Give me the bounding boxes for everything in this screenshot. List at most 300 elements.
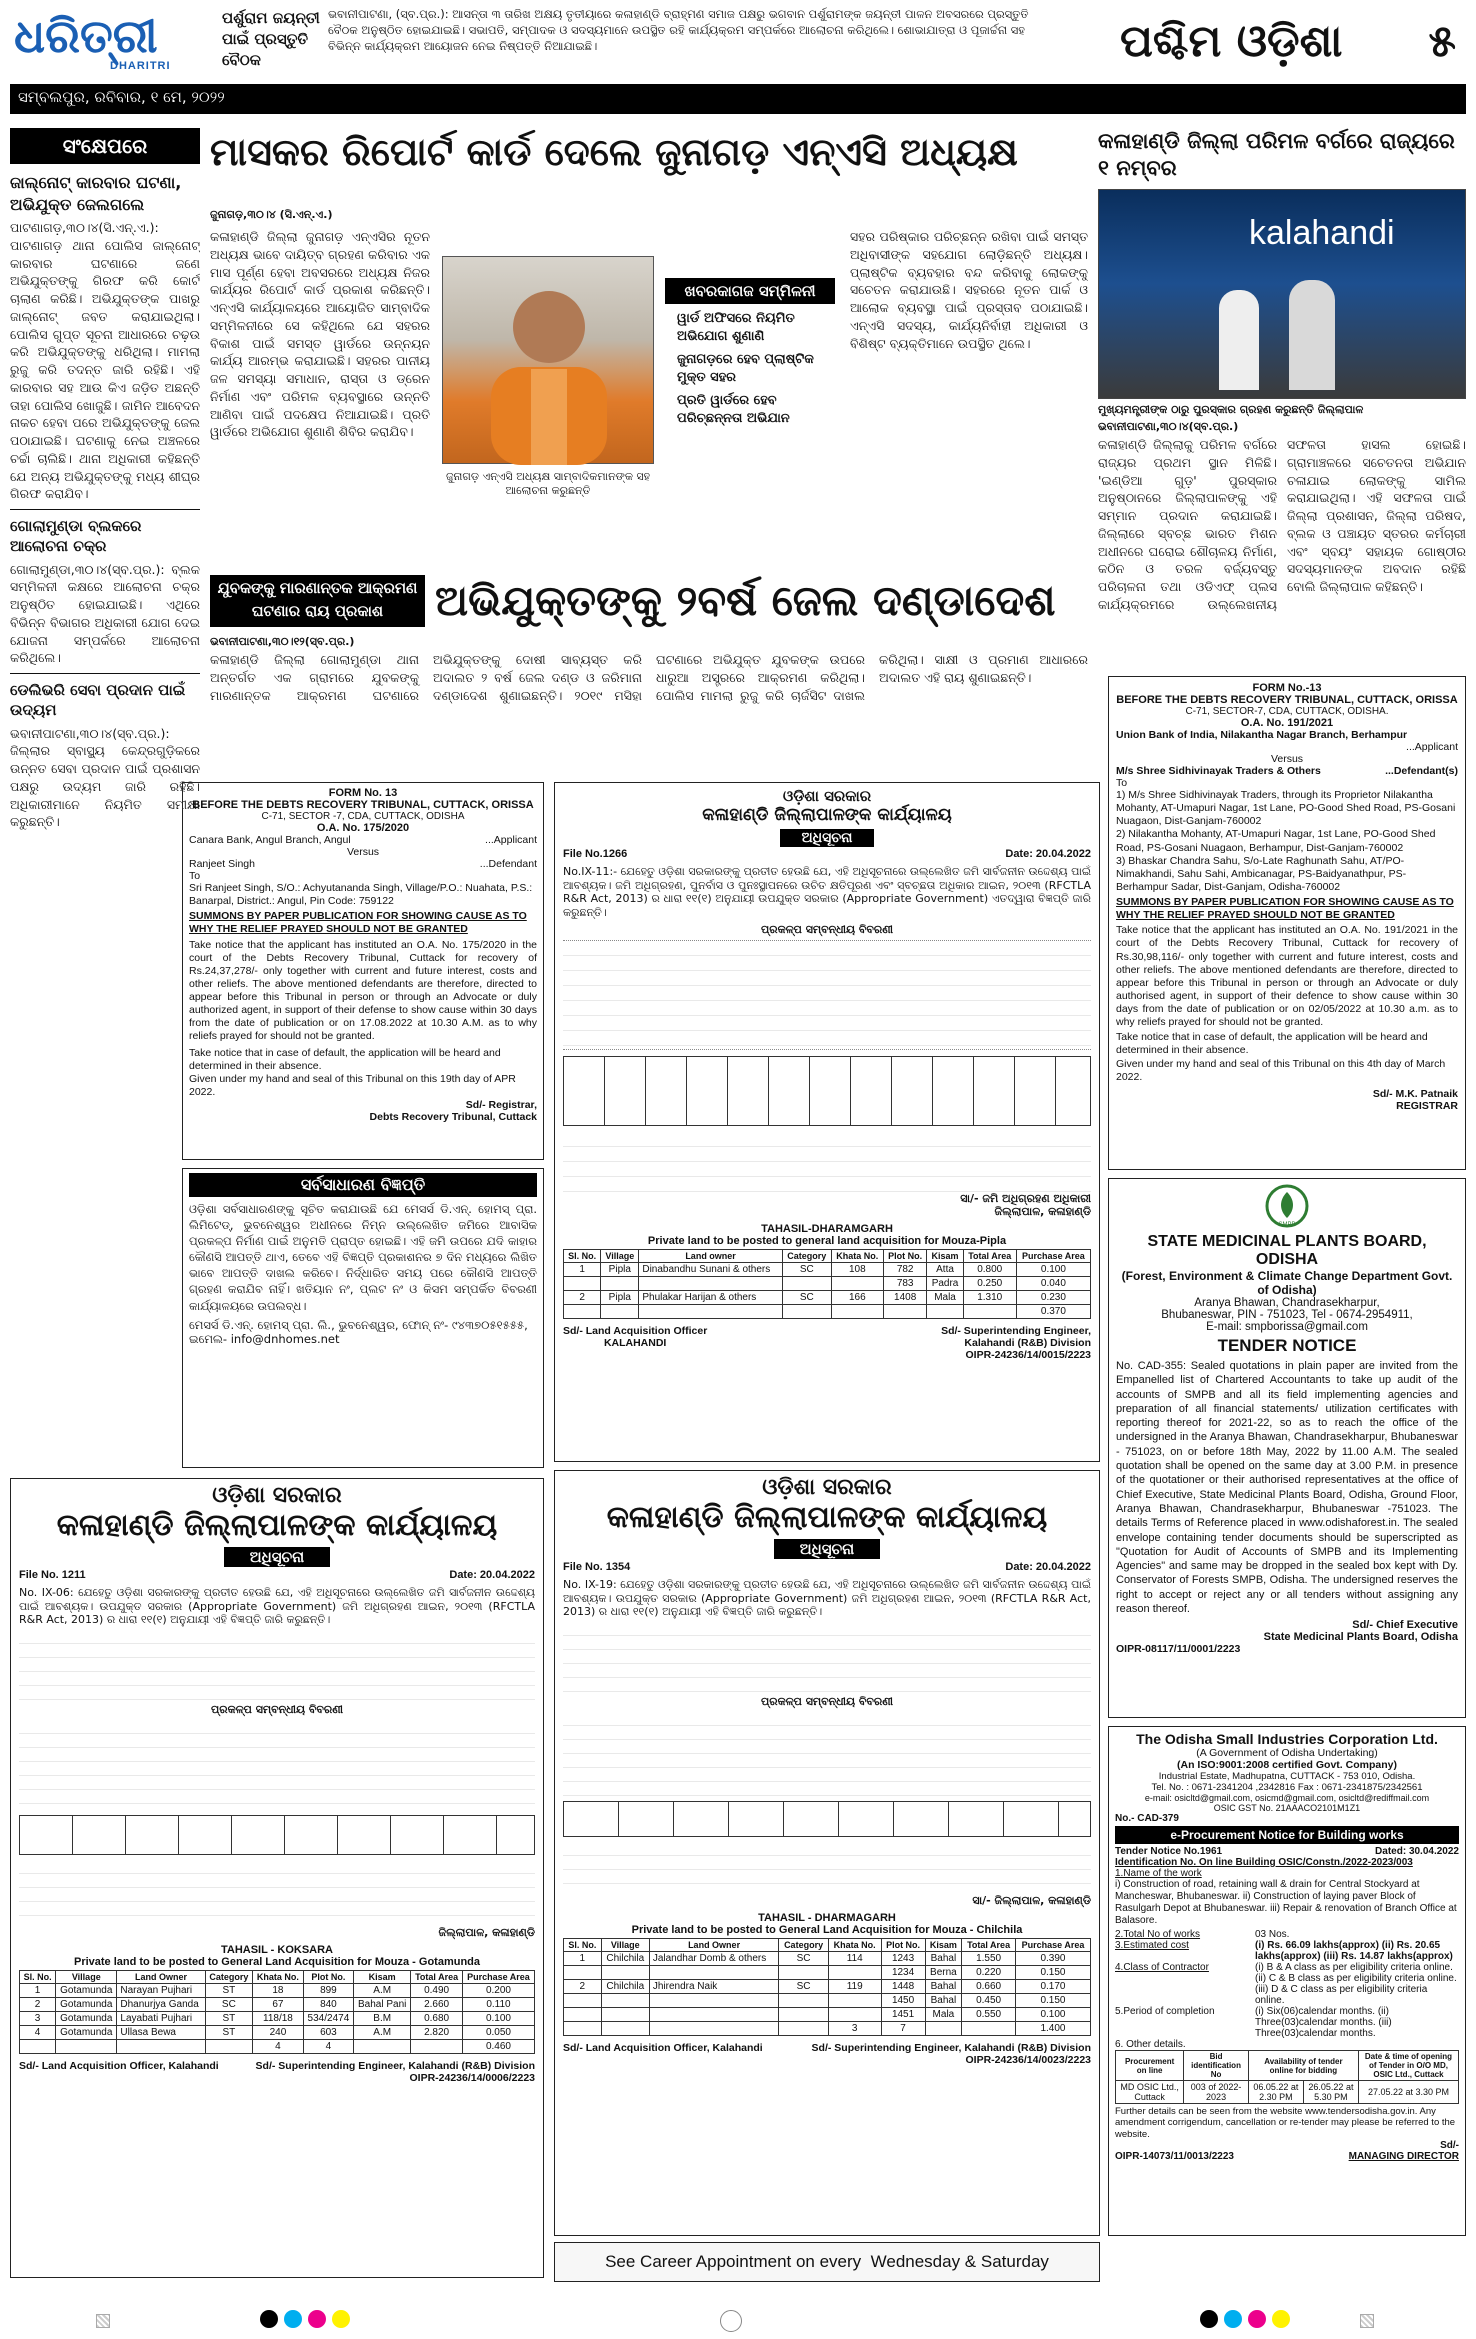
color-mark-yellow (332, 2310, 350, 2328)
color-mark-black (260, 2310, 278, 2328)
drt-defendant-2: 2) Nilakantha Mohanty, AT-Umapuri Nagar, 1st Lane, PO-Good Shed Road, PS-Gosani Nuagaon, Berhampur, Dist-Ganjam-760002 (1116, 828, 1436, 854)
osic-cost: (i) Rs. 66.09 lakhs(approx) (ii) Rs. 20.65 lakhs(approx) (iii) Rs. 14.87 lakhs(approx) (1255, 1940, 1453, 1962)
table-cell: SC (779, 1951, 828, 1965)
table-cell: 0.050 (462, 2025, 534, 2039)
table-cell: Bahal (925, 1951, 962, 1965)
lead-highlights (665, 278, 835, 427)
notice-code: OIPR-24236/14/0023/2223 (965, 2053, 1091, 2066)
osic-period-label: 5.Period of completion (1115, 2006, 1215, 2017)
notice-sig-dist: ଜିଲ୍ଲାପାଳ, କଳାହାଣ୍ଡି (438, 1925, 535, 1939)
notice-body: No.IX-11:- ଯେହେତୁ ଓଡ଼ିଶା ସରକାରଙ୍କୁ ପ୍ରତୀତ ହେଉଛି ଯେ, ଏହି ଅଧିସୂଚନାରେ ଉଲ୍ଲେଖିତ ଜମି ସାର୍ବଜନୀନ ଉଦ୍ଦେଶ୍ୟ ପାଇଁ ଆବଶ୍ୟକ। ଜମି ଅଧିଗ୍ରହଣ, ପୁନର୍ବାସ ଓ ପୁନଃସ୍ଥାପନରେ ଉଚିତ କ୍ଷତିପୂରଣ ଏବଂ ସ୍ବଚ୍ଛତା ଅଧିକାର ଆଇନ, ୨୦୧୩ (RFCTLA R&R Act, 2013) ର ଧାରା ୧୧(୧) ଅନୁଯାୟୀ ଉପଯୁକ୍ତ ସରକାର (Appropriate Government) ଏତଦ୍ୱାରା ବିଜ୍ଞପ୍ତି ଜାରି କରୁଛନ୍ତି। (563, 864, 1091, 919)
notice-govt: ଓଡ଼ିଶା ସରକାର (762, 1475, 892, 1500)
osic-other-label: 6. Other details. (1115, 2039, 1186, 2050)
notice-date: Date: 20.04.2022 (449, 1569, 535, 1581)
table-cell: Gotamunda (56, 1997, 117, 2011)
drt-defendant-1: 1) M/s Shree Sidhivinayak Traders, through its Proprietor Nilakantha Mohanty, AT-Umapuri Nagar, 1st Lane, PO-Good Shed Road, PS-Gosani Nuagaon, Dist-Ganjam-760002 (1116, 789, 1456, 828)
table-cell: Jalandhar Domb & others (649, 1951, 779, 1965)
notice-date: Date: 20.04.2022 (1005, 848, 1091, 860)
highlight-item: ଜୁନାଗଡ଼ରେ ହେବ ପ୍ଲାଷ୍ଟିକ ମୁକ୍ତ ସହର (677, 352, 814, 385)
table-cell: SC (782, 1263, 831, 1277)
lead-body-left: କଳାହାଣ୍ଡି ଜିଲ୍ଲା ଜୁନାଗଡ଼ ଏନ୍‌ଏସିର ନୂତନ ଅଧ୍ୟକ୍ଷ ଭାବେ ଦାୟିତ୍ବ ଗ୍ରହଣ କରିବାର ଏକ ମାସ ପୂର୍ଣ୍ଣ ହେବା ଅବସରରେ ଅଧ୍ୟକ୍ଷ ନିଜର କାର୍ଯ୍ୟର ରିପୋର୍ଟ କାର୍ଡ ପ୍ରକାଶ କରିଛନ୍ତି। ଏନ୍‌ଏସି କାର୍ଯ୍ୟାଳୟରେ ଆୟୋଜିତ ସାମ୍ବାଦିକ ସମ୍ମିଳନୀରେ ସେ କହିଥିଲେ ଯେ ସହରର ବିକାଶ ପାଇଁ ସମସ୍ତ ୱାର୍ଡରେ ଉନ୍ନୟନ କାର୍ଯ୍ୟ ଆରମ୍ଭ କରାଯାଇଛି। ସହରର ପାନୀୟ ଜଳ ସମସ୍ୟା ସମାଧାନ, ରାସ୍ତା ଓ ଡ୍ରେନ ନିର୍ମାଣ ଏବଂ ପରିମଳ ବ୍ୟବସ୍ଥାରେ ଉନ୍ନତି ଆଣିବା ପାଇଁ ପଦକ୍ଷେପ ନିଆଯାଇଛି। ପ୍ରତି ୱାର୍ଡରେ ଅଭିଯୋଗ ଶୁଣାଣି ଶିବିର କରାଯିବ। (210, 229, 430, 440)
lead-headline: ମାସକର ରିପୋର୍ଟ କାର୍ଡ ଦେଲେ ଜୁନାଗଡ଼ ଏନ୍‌ଏସି ଅଧ୍ୟକ୍ଷ (210, 130, 1018, 174)
notice-code: OIPR-24236/14/0015/2223 (965, 1349, 1091, 1361)
table-header-cell: Village (601, 1250, 639, 1263)
table-cell: 1234 (881, 1965, 925, 1979)
smpb-name: STATE MEDICINAL PLANTS BOARD, ODISHA (1147, 1233, 1427, 1268)
table-header-cell: Total Area (962, 1938, 1016, 1951)
notice-text-lines (563, 1842, 1091, 1894)
land-table (563, 1938, 1091, 2036)
public-notice-body: ଓଡ଼ିଶା ସର୍ବସାଧାରଣଙ୍କୁ ସୂଚିତ କରାଯାଉଛି ଯେ ମେସର୍ସ ଡି.ଏନ୍. ହୋମସ୍ ପ୍ରା. ଲିମିଟେଡ୍, ଭୁବନେଶ୍ୱର ଅଧୀନରେ ନିମ୍ନ ଉଲ୍ଲେଖିତ ଜମିରେ ଆବାସିକ ପ୍ରକଳ୍ପ ନିର୍ମାଣ ପାଇଁ ଅନୁମତି ପ୍ରାପ୍ତ ହୋଇଛି। ଏହି ଜମି ଉପରେ ଯଦି କାହାର କୌଣସି ଆପତ୍ତି ଥାଏ, ତେବେ ଏହି ବିଜ୍ଞପ୍ତି ପ୍ରକାଶନର ୭ ଦିନ ମଧ୍ୟରେ ଲିଖିତ ଭାବେ ଆପତ୍ତି ଦାଖଲ କରିବେ। ନିର୍ଦ୍ଧାରିତ ସମୟ ପରେ କୌଣସି ଆପତ୍ତି ଗ୍ରହଣ କରାଯିବ ନାହିଁ। ଖତିୟାନ ନଂ, ପ୍ଲଟ ନଂ ଓ କିସମ ସମ୍ପର୍କିତ ବିବରଣୀ କାର୍ଯ୍ୟାଳୟରେ ଉପଲବ୍ଧ। (189, 1202, 537, 1313)
table-cell: 3 (20, 2011, 56, 2025)
drt-applicant: Canara Bank, Angul Branch, Angul (189, 834, 351, 846)
table-header-cell: Land owner (639, 1250, 782, 1263)
table-header-cell: Plot No. (881, 1938, 925, 1951)
table-cell: 3 (828, 2021, 881, 2035)
table-cell (601, 1965, 649, 1979)
land-table (19, 1970, 535, 2054)
table-cell (828, 1993, 881, 2007)
drt-applicant: Union Bank of India, Nilakantha Nagar Branch, Berhampur (1116, 729, 1408, 741)
table-cell: SC (782, 1291, 831, 1305)
table-cell: 0.100 (1016, 1263, 1090, 1277)
table-cell: Gotamunda (56, 2011, 117, 2025)
osic-cell: 26.05.22 at 5.30 PM (1303, 2081, 1358, 2104)
table-cell: Chilchila (601, 1979, 649, 1993)
print-color-marks (0, 2300, 1476, 2339)
table-cell: 18 (253, 1983, 304, 1997)
newspaper-logo (10, 6, 215, 78)
table-cell: Bahal (925, 1979, 962, 1993)
notice-text-lines (19, 1630, 535, 1700)
table-cell: 4 (253, 2039, 304, 2053)
table-cell: 782 (883, 1263, 927, 1277)
osic-col: Date & time of opening of Tender in O/O MD, OSIC Ltd., Cuttack (1358, 2051, 1458, 2081)
table-cell (20, 2039, 56, 2053)
table-row (564, 1993, 1091, 2007)
table-cell: 1 (564, 1263, 601, 1277)
smpb-sig: Sd/- Chief Executive (1352, 1619, 1458, 1632)
table-cell (411, 2039, 463, 2053)
notice-sign-right: Sd/- Superintending Engineer, (941, 1325, 1091, 1337)
table-cell: 118/18 (253, 2011, 304, 2025)
drt-applicant-role: ...Applicant (1406, 741, 1458, 753)
table-cell (828, 1965, 881, 1979)
table-cell: 0.150 (1015, 1965, 1090, 1979)
table-row (564, 1965, 1091, 1979)
table-header-cell: Total Area (963, 1250, 1016, 1263)
table-cell (564, 1993, 602, 2007)
osic-tender-no: Tender Notice No.1961 (1115, 1846, 1223, 1857)
table-cell: 2 (564, 1291, 601, 1305)
drt-title: BEFORE THE DEBTS RECOVERY TRIBUNAL, CUTTACK, ORISSA (1116, 694, 1458, 706)
table-cell: Pipla (601, 1291, 639, 1305)
notice-label: ଅଧିସୂଚନା (224, 1547, 331, 1567)
lead-dateline: ଜୁନାଗଡ଼,୩୦।୪ (ସି.ଏନ୍.ଏ.) (210, 208, 333, 221)
table-cell: Pipla (601, 1263, 639, 1277)
table-cell: 1408 (883, 1291, 927, 1305)
osic-sig: Sd/- (1440, 2140, 1459, 2152)
table-cell: 2 (564, 1979, 602, 1993)
table-cell (831, 1277, 883, 1291)
smpb-code: OIPR-08117/11/0001/2223 (1116, 1643, 1241, 1656)
table-cell: A.M (354, 2025, 411, 2039)
smpb-addr1: Aranya Bhawan, Chandrasekharpur, (1194, 1297, 1380, 1309)
court-headline: ଅଭିଯୁକ୍ତଙ୍କୁ ୨ବର୍ଷ ଜେଲ ଦଣ୍ଡାଦେଶ (435, 576, 1056, 625)
notice-table-title: ପ୍ରକଳ୍ପ ସମ୍ବନ୍ଧୀୟ ବିବରଣୀ (761, 1695, 893, 1708)
side-story (1098, 128, 1466, 668)
table-cell: 1.400 (1015, 2021, 1090, 2035)
side-photo-tag: kalahandi (1249, 213, 1395, 252)
table-cell (205, 2039, 253, 2053)
brief-title: ଜାଲ୍‌ନୋଟ୍ କାରବାର ଘଟଣା, ଅଭିଯୁକ୍ତ ଜେଲଗଲେ (10, 173, 182, 214)
table-cell: 603 (303, 2025, 353, 2039)
drt-defendant-3: 3) Bhaskar Chandra Sahu, S/o-Late Raghunath Sahu, AT/PO-Nimakhandi, Sahu Sahi, Ambicanagar, PS-Baidyanathpur, PS-Berhampur Sadar, Dist-Ganjam, Odisha-760002 (1116, 854, 1407, 893)
table-cell: 0.800 (963, 1263, 1016, 1277)
notice-sig-office: ସା/- ଜମି ଅଧିଗ୍ରହଣ ଅଧିକାରୀ (960, 1191, 1091, 1205)
osic-col: Availability of tender online for bidding (1248, 2051, 1358, 2081)
notice-file: File No. 1211 (19, 1569, 86, 1581)
notice-land-grid (19, 1815, 535, 1855)
table-row (564, 2021, 1091, 2035)
table-cell (649, 1993, 779, 2007)
notice-text-lines (563, 1622, 1091, 1692)
table-cell: Atta (927, 1263, 963, 1277)
table-cell (117, 2039, 205, 2053)
lead-photo-caption: ଜୁନାଗଡ଼ ଏନ୍‌ଏସି ଅଧ୍ୟକ୍ଷ ସାମ୍ବାଦିକମାନଙ୍କ ସହ ଆଲୋଚନା କରୁଛନ୍ତି (445, 470, 651, 497)
table-cell: 1.550 (962, 1951, 1016, 1965)
table-cell (963, 1305, 1016, 1319)
section-title (1110, 4, 1466, 82)
drt-default: Take notice that in case of default, the application will be heard and determined in their absence. (1116, 1031, 1428, 1057)
table-cell: 0.200 (462, 1983, 534, 1997)
table-cell: 0.680 (411, 2011, 463, 2025)
drt-address: C-71, SECTOR -7, CDA, CUTTACK, ODISHA (261, 811, 465, 822)
side-body: କଳାହାଣ୍ଡି ଜିଲ୍ଲାକୁ ପରିମଳ ବର୍ଗରେ ରାଜ୍ୟର ପ୍ରଥମ ସ୍ଥାନ ମିଳିଛି। 'ଇଣ୍ଡିଆ ଗୁଡ଼' ପୁରସ୍କାର ଅନୁଷ୍ଠାନରେ ଜିଲ୍ଲାପାଳଙ୍କୁ ଏହି ସମ୍ମାନ ପ୍ରଦାନ କରାଯାଇଛି। ଜିଲ୍ଲାରେ ସ୍ବଚ୍ଛ ଭାରତ ମିଶନ ଅଧୀନରେ ଘରୋଇ ଶୌଚାଳୟ ନିର୍ମାଣ, କଠିନ ଓ ତରଳ ବର୍ଜ୍ୟବସ୍ତୁ ପରିଚାଳନା ତଥା ଓଡିଏଫ୍ ପ୍ଲସ କାର୍ଯ୍ୟକ୍ରମରେ ଉଲ୍ଲେଖନୀୟ ସଫଳତା ହାସଲ ହୋଇଛି। ଗ୍ରାମାଞ୍ଚଳରେ ସଚେତନତା ଅଭିଯାନ ଚଳାଯାଇ ଲୋକଙ୍କୁ ସାମିଲ କରାଯାଇଥିଲା। ଏହି ସଫଳତା ପାଇଁ ଜିଲ୍ଲା ପ୍ରଶାସନ, ଜିଲ୍ଲା ପରିଷଦ, ବ୍ଲକ ଓ ପଞ୍ଚାୟତ ସ୍ତରର କର୍ମଚାରୀ ଏବଂ ସ୍ବୟଂ ସହାୟକ ଗୋଷ୍ଠୀର ସଦସ୍ୟମାନଙ୍କ ଅବଦାନ ରହିଛି ବୋଲି ଜିଲ୍ଲାପାଳ କହିଛନ୍ତି। (1098, 437, 1466, 612)
notice-land-title: Private land to be posted to general land acquisition for Mouza-Pipla (647, 1235, 1007, 1247)
table-row (564, 1979, 1091, 1993)
drt-oa: O.A. No. 191/2021 (1240, 717, 1334, 729)
notice-land-grid (563, 1801, 1091, 1837)
career-banner-text: See Career Appointment on every Wednesday & Saturday (605, 2252, 1049, 2271)
table-row (20, 1997, 535, 2011)
table-cell (925, 2021, 962, 2035)
color-mark-cyan (1224, 2310, 1242, 2328)
table-header-cell: Plot No. (303, 1970, 353, 1983)
notice-code: OIPR-24236/14/0006/2223 (409, 2071, 535, 2084)
lead-body-right: ସହର ପରିଷ୍କାର ପରିଚ୍ଛନ୍ନ ରଖିବା ପାଇଁ ସମସ୍ତ ଅଧିବାସୀଙ୍କ ସହଯୋଗ ଲୋଡ଼ିଛନ୍ତି ଅଧ୍ୟକ୍ଷ। ପ୍ଲାଷ୍ଟିକ ବ୍ୟବହାର ବନ୍ଦ କରିବାକୁ ଲୋକଙ୍କୁ ସଚେତନ କରାଯାଉଛି। ସହରରେ ନୂତନ ପାର୍କ ଓ ଆଲୋକ ବ୍ୟବସ୍ଥା ପାଇଁ ପ୍ରସ୍ତାବ ପଠାଯାଇଛି। ଏନ୍‌ଏସି ସଦସ୍ୟ, କାର୍ଯ୍ୟନିର୍ବାହୀ ଅଧିକାରୀ ଓ ବିଶିଷ୍ଟ ବ୍ୟକ୍ତିମାନେ ଉପସ୍ଥିତ ଥିଲେ। (850, 229, 1088, 351)
dateline: ସମ୍ବଲପୁର, ରବିବାର, ୧ ମେ, ୨୦୨୨ (18, 88, 225, 106)
notice-tahasil: TAHASIL - DHARMAGARH (758, 1911, 896, 1924)
table-cell (779, 2021, 828, 2035)
table-cell (354, 2039, 411, 2053)
color-mark-yellow (1272, 2310, 1290, 2328)
notice-govt: ଓଡ଼ିଶା ସରକାର (212, 1483, 342, 1508)
smpb-logo-text: SMPB (1278, 1222, 1296, 1228)
drt-signature: Sd/- M.K. Patnaik (1372, 1087, 1458, 1100)
table-header-cell: Khata No. (828, 1938, 881, 1951)
table-cell: 4 (20, 2025, 56, 2039)
osic-cad: No.- CAD-379 (1115, 1813, 1179, 1824)
table-header-cell: Sl. No. (20, 1970, 56, 1983)
notice-table-title: ପ୍ରକଳ୍ପ ସମ୍ବନ୍ଧୀୟ ବିବରଣୀ (761, 922, 893, 936)
table-cell: ST (205, 1983, 253, 1997)
table-cell: 0.110 (462, 1997, 534, 2011)
table-cell: 1.310 (963, 1291, 1016, 1305)
table-cell (782, 1277, 831, 1291)
table-cell (564, 1965, 602, 1979)
table-header-cell: Total Area (411, 1970, 463, 1983)
table-row (564, 1277, 1091, 1291)
table-cell: 1 (564, 1951, 602, 1965)
table-cell: Jhirendra Naik (649, 1979, 779, 1993)
osic-cell: 003 of 2022-2023 (1184, 2081, 1249, 2104)
table-cell: Layabati Pujhari (117, 2011, 205, 2025)
brief-body: ଗୋଲାମୁଣ୍ଡା,୩୦।୪(ସ୍ବ.ପ୍ର.): ବ୍ଲକ ସମ୍ମିଳନୀ କକ୍ଷରେ ଆଲୋଚନା ଚକ୍ର ଅନୁଷ୍ଠିତ ହୋଇଯାଇଛି। ଏଥିରେ ବିଭିନ୍ନ ବିଭାଗର ଅଧିକାରୀ ଯୋଗ ଦେଇ ଯୋଜନା ସମ୍ପର୍କରେ ଆଲୋଚନା କରିଥିଲେ। (10, 561, 200, 666)
side-photo-caption: ମୁଖ୍ୟମନ୍ତ୍ରୀଙ୍କ ଠାରୁ ପୁରସ୍କାର ଗ୍ରହଣ କରୁଛନ୍ତି ଜିଲ୍ଲାପାଳ (1098, 402, 1364, 416)
table-cell (639, 1305, 782, 1319)
notice-sign-left2: KALAHANDI (603, 1337, 667, 1349)
drt-defendant: M/s Shree Sidhivinayak Traders & Others (1116, 765, 1321, 777)
drt-title: BEFORE THE DEBTS RECOVERY TRIBUNAL, CUTTACK, ORISSA (192, 799, 534, 811)
table-header-cell: Sl. No. (564, 1250, 601, 1263)
land-table (563, 1249, 1091, 1319)
promo-text: ଭବାନୀପାଟଣା, (ସ୍ବ.ପ୍ର.): ଆସନ୍ତା ୩ ତାରିଖ ଅକ୍ଷୟ ତୃତୀୟାରେ କଳାହାଣ୍ଡି ବ୍ରାହ୍ମଣ ସମାଜ ପକ୍ଷରୁ ଭଗବାନ ପର୍ଶୁରାମଙ୍କ ଜୟନ୍ତୀ ପାଳନ ଅବସରରେ ପ୍ରସ୍ତୁତି ବୈଠକ ଅନୁଷ୍ଠିତ ହୋଇଯାଇଛି। ସଭାପତି, ସମ୍ପାଦକ ଓ ସଦସ୍ୟମାନେ ଉପସ୍ଥିତ ରହି କାର୍ଯ୍ୟକ୍ରମ ସମ୍ପର୍କରେ ଆଲୋଚନା କରିଥିଲେ। ଶୋଭାଯାତ୍ରା ଓ ପୂଜାର୍ଚ୍ଚନା ସହ ବିଭିନ୍ନ କାର୍ଯ୍ୟକ୍ରମ ଆୟୋଜନ ନେଇ ନିଷ୍ପତ୍ତି ନିଆଯାଇଛି। (328, 7, 1029, 54)
side-photo (1098, 189, 1466, 399)
notice-sign-right: Sd/- Superintending Engineer, Kalahandi (R&B) Division (811, 2041, 1091, 2054)
briefs-column (10, 128, 200, 1428)
court-story (210, 575, 1088, 775)
notice-label: ଅଧିସୂଚନା (780, 829, 875, 847)
highlights-title: ଖବରକାଗଜ ସମ୍ମିଳନୀ (665, 278, 835, 304)
career-banner (554, 2242, 1100, 2282)
table-cell: Padra (927, 1277, 963, 1291)
table-cell: Dinabandhu Sunani & others (639, 1263, 782, 1277)
drt-given: Given under my hand and seal of this Tribunal on this 19th day of APR 2022. (189, 1072, 516, 1098)
table-cell (649, 2007, 779, 2021)
table-cell (779, 1993, 828, 2007)
table-header-cell: Sl. No. (564, 1938, 602, 1951)
public-notice-title: ସର୍ବସାଧାରଣ ବିଜ୍ଞପ୍ତି (189, 1173, 537, 1197)
section-name: ପଶ୍ଚିମ ଓଡ଼ିଶା (1120, 16, 1343, 67)
table-cell: 0.460 (462, 2039, 534, 2053)
notice-tahasil: TAHASIL-DHARAMGARH (761, 1223, 893, 1235)
table-cell: 0.100 (462, 2011, 534, 2025)
dateline-bar (10, 84, 1466, 114)
table-cell (601, 1993, 649, 2007)
table-cell: 1450 (881, 1993, 925, 2007)
smpb-notice-title: TENDER NOTICE (1217, 1336, 1357, 1355)
table-header-cell: Purchase Area (462, 1970, 534, 1983)
logo-text: ଧରିତ୍ରୀ (14, 9, 158, 63)
table-cell: 783 (883, 1277, 927, 1291)
smpb-body: No. CAD-355: Sealed quotations in plain paper are invited from the Empanelled list of Chartered Accountants to take up audit of the accounts of SMPB and all its field implementing agencies and preparation of all financial statements/ utilization certificates with reporting thereof for 2021-22, so as to reach the office of the undersigned in the Aranya Bhawan, Chandrasekharpur, Bhubaneswar - 751023, on or before 18th May, 2022 by 11.00 A.M. The sealed quotation shall be opened on the same day at 3.00 P.M. in presence of the quotationer or their authorised representatives at the office of Chief Executive, State Medicinal Plants Board, Odisha, Ground Floor, Aranya Bhawan, Chandrasekharpur, Bhubaneswar -751023. The details Terms of Reference placed in www.odishaforest.in. The sealed envelope containing tender documents should be superscripted as "Quotation for Audit of Accounts of SMPB and its Implementing Agencies" and same may be dropped in the sealed box kept with Dy. Conservator of Forests SMPB, Odisha. The undersigned reserves the right to accept or reject any or all tenders without assigning any reason thereof. (1116, 1360, 1458, 1616)
osic-cell: 06.05.22 at 2.30 PM (1248, 2081, 1303, 2104)
osic-addr: Industrial Estate, Madhupatna, CUTTACK - 753 010, Odisha. (1158, 1771, 1416, 1782)
table-cell (649, 1965, 779, 1979)
osic-col: Procurement on line (1116, 2051, 1184, 2081)
osic-further: Further details can be seen from the website www.tendersodisha.gov.in. Any amendment corrigendum, cancellation or re-tender may please be referred to the website. (1115, 2106, 1456, 2140)
court-dateline: ଭବାନୀପାଟଣା,୩୦।୧୨(ସ୍ବ.ପ୍ର.) (210, 635, 355, 648)
table-row (564, 1291, 1091, 1305)
smpb-tender-notice (1108, 1178, 1466, 1718)
notice-file: File No. 1354 (563, 1561, 631, 1573)
notice-date: Date: 20.04.2022 (1005, 1561, 1091, 1573)
table-cell (927, 1305, 963, 1319)
highlight-item: ପ୍ରତି ୱାର୍ଡରେ ହେବ ପରିଚ୍ଛନ୍ନତା ଅଭିଯାନ (677, 393, 790, 426)
notice-sig-dist: ଜିଲ୍ଲାପାଳ, କଳାହାଣ୍ଡି (994, 1205, 1091, 1219)
color-mark-black (1200, 2310, 1218, 2328)
brief-body: ଭବାନୀପାଟଣା,୩୦।୪(ସ୍ବ.ପ୍ର.): ଜିଲ୍ଲାର ସ୍ବାସ୍ଥ୍ୟ କେନ୍ଦ୍ରଗୁଡ଼ିକରେ ଉନ୍ନତ ସେବା ପ୍ରଦାନ ପାଇଁ ପ୍ରଶାସନ ପକ୍ଷରୁ ଉଦ୍ୟମ ଜାରି ରହିଛି। ଅଧିକାରୀମାନେ ନିୟମିତ ସମୀକ୍ଷା କରୁଛନ୍ତି। (10, 725, 200, 830)
table-header-cell: Khata No. (253, 1970, 304, 1983)
table-header-cell: Kisam (354, 1970, 411, 1983)
drt-to: To (189, 870, 201, 882)
table-cell: Bahal Pani (354, 1997, 411, 2011)
drt-to: To (1116, 777, 1128, 789)
drt-given: Given under my hand and seal of this Tribunal on this 4th day of March 2022. (1116, 1057, 1446, 1083)
table-cell (639, 1277, 782, 1291)
drt-summons: SUMMONS BY PAPER PUBLICATION FOR SHOWING CAUSE AS TO WHY THE RELIEF PRAYED SHOULD NOT BE GRANTED (189, 910, 527, 936)
smpb-email: E-mail: smpborissa@gmail.com (1206, 1321, 1368, 1333)
notice-land-title: Private land to be posted to General Land Acquisition for Mouza - Chilchila (631, 1923, 1023, 1936)
table-cell (601, 1305, 639, 1319)
table-cell: 0.550 (962, 2007, 1016, 2021)
table-cell: 0.100 (1015, 2007, 1090, 2021)
notice-office: କଳାହାଣ୍ଡି ଜିଲ୍ଲାପାଳଙ୍କ କାର୍ଯ୍ୟାଳୟ (56, 1508, 498, 1543)
color-mark-magenta (1248, 2310, 1266, 2328)
table-cell: 0.450 (962, 1993, 1016, 2007)
table-cell: 0.660 (962, 1979, 1016, 1993)
notice-office: କଳାହାଣ୍ଡି ଜିଲ୍ଲାପାଳଙ୍କ କାର୍ଯ୍ୟାଳୟ (606, 1500, 1048, 1535)
osic-class-label: 4.Class of Contractor (1115, 1962, 1209, 1973)
table-cell: 2.820 (411, 2025, 463, 2039)
table-cell: 2 (20, 1997, 56, 2011)
table-row (564, 1951, 1091, 1965)
drt-signature-office: Debts Recovery Tribunal, Cuttack (369, 1111, 537, 1123)
lead-photo (442, 256, 654, 464)
table-cell: 0.040 (1016, 1277, 1090, 1291)
color-mark-cyan (284, 2310, 302, 2328)
table-cell (831, 1305, 883, 1319)
drt-versus: Versus (346, 846, 380, 858)
drt-defendant: Ranjeet Singh (189, 858, 255, 870)
notice-project-lines (563, 1712, 1091, 1796)
table-cell (779, 1965, 828, 1979)
table-header-cell: Category (205, 1970, 253, 1983)
table-row (20, 2011, 535, 2025)
notice-label: ଅଧିସୂଚନା (774, 1539, 881, 1559)
osic-tender-date: Dated: 30.04.2022 (1375, 1846, 1459, 1857)
osic-col: Bid identification No (1184, 2051, 1249, 2081)
smpb-dept: (Forest, Environment & Climate Change Department Govt. of Odisha) (1121, 1269, 1453, 1297)
notice-text-lines (19, 1860, 535, 1926)
table-header-cell: Village (601, 1938, 649, 1951)
public-notice-contact: ମେସର୍ସ ଡି.ଏନ୍. ହୋମସ୍ ପ୍ରା. ଲି., ଭୁବନେଶ୍ୱର, ଫୋନ୍ ନଂ- ୯୪୩୭୦୫୧୫୫୫, ଇମେଲ- info@dnhomes.net (189, 1317, 528, 1347)
table-cell: 0.250 (963, 1277, 1016, 1291)
drt-default: Take notice that in case of default, the application will be heard and determined in their absence. (189, 1046, 501, 1072)
notice-tahasil: TAHASIL - KOKSARA (220, 1943, 334, 1956)
drt-form: FORM No.-13 (1252, 682, 1322, 694)
drt-applicant-role: ...Applicant (485, 834, 537, 846)
notification-1211 (10, 1478, 544, 2278)
drt-signature-office: REGISTRAR (1396, 1099, 1458, 1112)
page-number: ୫ (1428, 16, 1456, 67)
drt-defendant-role: ...Defendant (479, 858, 537, 870)
table-cell: 0.150 (1015, 1993, 1090, 2007)
notice-file: File No.1266 (563, 848, 628, 860)
table-cell (56, 2039, 117, 2053)
table-cell: Gotamunda (56, 2025, 117, 2039)
table-cell (883, 1305, 927, 1319)
logo-sub: DHARITRI (110, 60, 171, 72)
table-header-cell: Kisam (927, 1250, 963, 1263)
osic-cost-label: 3.Estimated cost (1115, 1940, 1189, 1951)
drt-oa: O.A. No. 175/2020 (316, 822, 410, 834)
table-cell: SC (205, 1997, 253, 2011)
osic-sub: (A Government of Odisha Undertaking) (1196, 1747, 1378, 1759)
osic-name-work: i) Construction of road, retaining wall & drain for Central Stockyard at Mancheswar, Bhubaneswar. ii) Construction of laying paver Block of Rasulgarh Depot at Bhubaneswar. iii) Repair & renovation of Branch Office at Balasore. (1115, 1879, 1457, 1926)
osic-total: 03 Nos. (1255, 1929, 1290, 1940)
table-cell: 899 (303, 1983, 353, 1997)
drt-body: Take notice that the applicant has instituted an O.A. No. 175/2020 in the court of the Debts Recovery Tribunal, Cuttack for recovery of Rs.24,37,278/- only together with current and future interest, costs and other reliefs. The above mentioned defendants are therefore, directed to appear before this Tribunal in person or through an Advocate or duly authorized agent, in support of their defense to show cause within 30 days from the date of publication or on 17.08.2022 at 10.30 A.M. as to why reliefs prayed for should not be granted. (189, 938, 537, 1043)
notice-govt: ଓଡ଼ିଶା ସରକାର (782, 787, 872, 805)
table-header-cell: Kisam (925, 1938, 962, 1951)
osic-table (1115, 2050, 1459, 2104)
table-cell: 840 (303, 1997, 353, 2011)
table-cell: 1448 (881, 1979, 925, 1993)
table-cell: 240 (253, 2025, 304, 2039)
table-cell: 0.220 (962, 1965, 1016, 1979)
drt-versus: Versus (1270, 753, 1304, 765)
table-cell: 534/2474 (303, 2011, 353, 2025)
notice-sign-left: Sd/- Land Acquisition Officer, Kalahandi (563, 2041, 763, 2054)
table-cell: Ullasa Bewa (117, 2025, 205, 2039)
brief-body: ପାଟଣାଗଡ଼,୩୦।୪(ସି.ଏନ୍.ଏ.): ପାଟଣାଗଡ଼ ଥାନା ପୋଲିସ ଜାଲ୍‌ନୋଟ୍ କାରବାର ଘଟଣାରେ ଜଣେ ଅଭିଯୁକ୍ତଙ୍କୁ ଗିରଫ କରି କୋର୍ଟ ଚାଲାଣ କରିଛି। ଅଭିଯୁକ୍ତଙ୍କ ପାଖରୁ ଜାଲ୍‌ନୋଟ୍ ଜବତ କରାଯାଇଥିଲା। ପୋଲିସ ଗୁପ୍ତ ସୂଚନା ଆଧାରରେ ଚଢ଼ଉ କରି ଅଭିଯୁକ୍ତଙ୍କୁ ଧରିଥିଲା। ମାମଲା ରୁଜୁ କରି ତଦନ୍ତ ଜାରି ରହିଛି। ଏହି କାରବାର ସହ ଆଉ କିଏ ଜଡ଼ିତ ଅଛନ୍ତି ତାହା ପୋଲିସ ଖୋଜୁଛି। ଜାମିନ ଆବେଦନ ନାକଚ ହେବା ପରେ ଅଭିଯୁକ୍ତଙ୍କୁ ଜେଲ ପଠାଯାଇଛି। ଘଟଣାକୁ ନେଇ ଅଞ୍ଚଳରେ ଚର୍ଚ୍ଚା ଚାଲିଛି। ଥାନା ଅଧିକାରୀ କହିଛନ୍ତି ଯେ ଅନ୍ୟ ଅଭିଯୁକ୍ତଙ୍କୁ ମଧ୍ୟ ଶୀଘ୍ର ଗିରଫ କରାଯିବ। (10, 220, 200, 502)
table-cell: 67 (253, 1997, 304, 2011)
table-cell: 108 (831, 1263, 883, 1277)
table-cell: 0.230 (1016, 1291, 1090, 1305)
brief-title: ଗୋଲାମୁଣ୍ଡା ବ୍ଲକରେ ଆଲୋଚନା ଚକ୍ର (10, 517, 142, 556)
table-cell (564, 1277, 601, 1291)
table-cell: SC (779, 1979, 828, 1993)
notice-table-title: ପ୍ରକଳ୍ପ ସମ୍ବନ୍ଧୀୟ ବିବରଣୀ (211, 1703, 343, 1716)
table-cell: A.M (354, 1983, 411, 1997)
osic-name: The Odisha Small Industries Corporation Ltd. (1136, 1731, 1438, 1747)
table-row (564, 1263, 1091, 1277)
table-cell: Mala (927, 1291, 963, 1305)
osic-email: e-mail: osicltd@gmail.com, osicmd@gmail.com, osicltd@rediffmail.com (1144, 1793, 1430, 1803)
table-row (564, 1305, 1091, 1319)
side-headline: କଳାହାଣ୍ଡି ଜିଲ୍ଲା ପରିମଳ ବର୍ଗରେ ରାଜ୍ୟରେ ୧ ନମ୍ବର (1098, 129, 1455, 181)
table-cell (779, 2007, 828, 2021)
smpb-sig2: State Medicinal Plants Board, Odisha (1263, 1631, 1458, 1644)
table-cell: 114 (828, 1951, 881, 1965)
notice-project-lines (563, 940, 1091, 1050)
osic-name-work-label: 1.Name of the work (1115, 1868, 1202, 1879)
table-cell (564, 2007, 602, 2021)
osic-total-label: 2.Total No of works (1115, 1929, 1201, 1940)
notice-sign-left: Sd/- Land Acquisition Officer, Kalahandi (19, 2059, 219, 2072)
table-cell: 0.170 (1015, 1979, 1090, 1993)
table-cell (782, 1305, 831, 1319)
masthead (10, 4, 1466, 116)
notification-1354 (554, 1470, 1100, 2236)
notice-land-title: Private land to be posted to General Land Acquisition for Mouza - Gotamunda (73, 1955, 480, 1968)
brief-title: ଡେଲିଭରି ସେବା ପ୍ରଦାନ ପାଇଁ ଉଦ୍ୟମ (10, 681, 186, 720)
notice-text-lines (563, 1132, 1091, 1192)
notice-sign-left: Sd/- Land Acquisition Officer (563, 1325, 708, 1337)
notification-1266 (554, 782, 1100, 1462)
